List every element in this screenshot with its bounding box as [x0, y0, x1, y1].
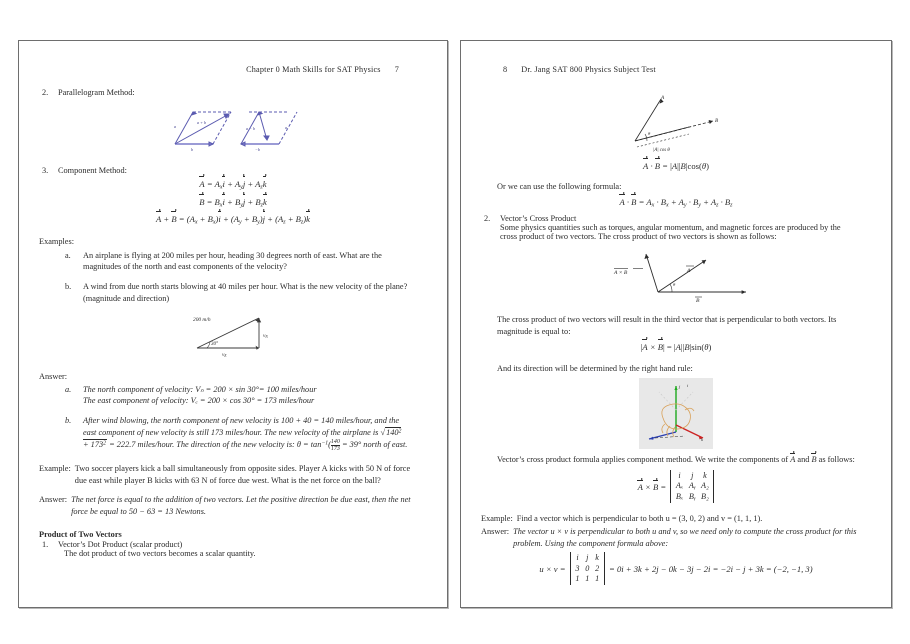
list-item-component	[39, 166, 427, 175]
answer-b-fraction	[331, 439, 340, 453]
dot-product-component-formula: $A \cdot B = A_x \cdot B_x + A_y \cdot B_y + A_z \cdot B_z$	[619, 196, 733, 209]
dot-figure-angle-label: θ	[648, 131, 651, 136]
final-example	[481, 513, 871, 525]
right-hand-rule-image	[639, 378, 713, 449]
answer-a-line2: The east component of velocity: Vₑ = 200 × cos 30° = 173 miles/hour	[83, 396, 315, 406]
soccer-answer	[39, 494, 427, 518]
axis-label-j: j	[679, 384, 681, 390]
sqrt-symbol: √	[380, 428, 386, 438]
example-item-b	[39, 281, 427, 305]
list-item-cross-product	[481, 214, 871, 241]
cross-product-explanation: The cross product of two vectors will result in the third vector that is perpendicular to both vectors. Its magnitude is equal to:	[497, 315, 837, 336]
list-marker: 2.	[42, 88, 49, 97]
right-hand-rule-lead: And its direction will be determined by the right hand rule:	[497, 363, 693, 373]
list-label: Parallelogram Method:	[58, 88, 135, 97]
cross-product-diagram-svg	[586, 248, 766, 304]
final-determinant-equation	[481, 552, 871, 585]
right-hand-rule-svg	[641, 380, 711, 442]
det-cell-bz: B₂	[701, 491, 709, 501]
examples-label: Examples:	[39, 236, 75, 246]
velocity-hypotenuse-label: 200 m/h	[193, 316, 211, 323]
list-marker: 2.	[484, 214, 491, 224]
dot-figure-projection-label: |A| cos θ	[653, 148, 670, 153]
final-example-label: Example:	[481, 513, 513, 523]
final-determinant-rhs: = 0i + 3k + 2j − 0k − 3j − 2i = −2i − j + 3k = (−2, −1, 3)	[609, 563, 813, 574]
svg-text:a: a	[285, 125, 288, 130]
answer-a-line1: The north component of velocity: Vₙ = 200 × sin 30°= 100 miles/hour	[83, 384, 317, 394]
left-running-head-chapter: Chapter 0 Math Skills for SAT Physics	[246, 65, 381, 74]
fraction-numerator: 140	[330, 438, 340, 445]
final-answer	[481, 526, 871, 550]
final-determinant-lhs: u × v =	[539, 563, 566, 574]
det-cell-ay: Aᵧ	[688, 481, 696, 491]
dot-product-formula: A · B = |A||B|cos(θ)	[643, 161, 709, 171]
final-example-text: Find a vector which is perpendicular to both u = (3, 0, 2) and v = (1, 1, 1).	[516, 513, 763, 523]
velocity-north-label: vN	[263, 332, 268, 339]
svg-text:a − b: a − b	[246, 126, 256, 131]
final-det-cell-i: i	[576, 553, 579, 563]
answer-b-radicand: $140^2 + 173^2$	[83, 428, 402, 449]
dot-product-title: Vector’s Dot Product (scalar product)	[58, 540, 183, 550]
det-cell-by: Bᵧ	[688, 491, 696, 501]
cross-figure-vector-b-label: B	[696, 298, 700, 305]
answer-item-b	[39, 415, 427, 452]
svg-text:a + b: a + b	[197, 120, 207, 125]
cross-determinant-matrix	[670, 470, 714, 503]
final-det-cell-u3: 2	[595, 563, 600, 573]
parallelogram-figure	[39, 102, 427, 157]
component-equations	[39, 178, 427, 228]
right-page	[460, 40, 892, 608]
parallelogram-diagram-svg	[167, 102, 299, 152]
det-cell-az: A₂	[701, 481, 709, 491]
answer-b-part3: = 39° north of east.	[339, 439, 408, 449]
dot-figure-vector-a-label: A	[661, 95, 665, 101]
answer-b-part2: = 222.7 miles/hour. The direction of the new velocity is: θ =	[107, 439, 311, 449]
answer-b-part1: After wind blowing, the north component of new velocity is 100 + 40 = 140 miles/hour, and the east component of new velocity is still 173 miles/hour. The new velocity of the airplane is	[83, 416, 400, 438]
soccer-answer-label: Answer:	[39, 494, 68, 504]
velocity-east-label: vE	[222, 351, 227, 358]
answer-item-a	[39, 384, 427, 408]
soccer-example-text: Two soccer players kick a ball simultaneously from opposite sides. Player A kicks with 50 N of force due east while player B kicks with 63 N of force due west. What is the net force on the ball?	[74, 464, 411, 486]
list-marker: 1.	[42, 540, 49, 550]
cross-product-figure	[481, 248, 871, 309]
answer-label: Answer:	[39, 371, 68, 381]
det-cell-ax: Aₓ	[675, 481, 684, 491]
final-det-cell-v2: 1	[585, 573, 590, 583]
velocity-triangle-figure	[39, 310, 427, 363]
fraction-denominator: 173	[330, 446, 340, 453]
final-det-cell-u1: 3	[575, 563, 580, 573]
det-cell-bx: Bₓ	[675, 491, 684, 501]
component-method-text: Vector’s cross product formula applies component method. We write the components of A and B as follows:	[497, 455, 855, 465]
cross-figure-angle-label: θ	[673, 282, 676, 288]
final-det-cell-j: j	[586, 553, 589, 563]
cross-determinant-lhs: A × B =	[637, 481, 667, 492]
final-det-cell-v3: 1	[595, 573, 600, 583]
det-cell-i: i	[678, 471, 681, 481]
answer-b-tan: $\tan^{-1}$(	[310, 439, 331, 449]
example-marker: a.	[65, 250, 71, 260]
right-hand-rule-figure	[481, 378, 871, 449]
left-page-running-head	[39, 65, 427, 79]
alt-formula-lead: Or we can use the following formula:	[497, 181, 622, 191]
cross-determinant-equation	[481, 470, 871, 503]
dot-figure-vector-b-label: B	[715, 118, 719, 124]
equation-a-plus-b: $A + B = (A_x + B_x)i + (A_y + B_y)j + (A_z + B_z)k$	[156, 214, 310, 226]
answer-marker: a.	[65, 384, 72, 394]
final-det-cell-v1: 1	[575, 573, 580, 583]
soccer-example-label: Example:	[39, 464, 71, 474]
velocity-angle-label: 30°	[211, 341, 218, 347]
final-answer-text: The vector u × v is perpendicular to both u and v, so we need only to compute the cross product for this problem. Using the component formula above:	[513, 526, 857, 548]
soccer-example	[39, 463, 427, 487]
cross-product-title: Vector’s Cross Product	[500, 214, 577, 224]
section-heading-product-of-two-vectors: Product of Two Vectors	[39, 530, 122, 540]
cross-figure-result-label: A × B	[614, 270, 628, 277]
cross-product-magnitude-formula: |A × B| = |A||B|sin(θ)	[640, 341, 712, 352]
right-running-head-title: Dr. Jang SAT 800 Physics Subject Test	[521, 65, 656, 74]
left-page-number: 7	[394, 65, 399, 74]
list-item-dot-product	[39, 540, 427, 558]
list-label: Component Method:	[58, 166, 127, 175]
equation-b-components: $B = B_xi + B_yj + B_zk$	[199, 196, 267, 209]
answer-marker: b.	[65, 416, 72, 426]
example-text: A wind from due north starts blowing at 40 miles per hour. What is the new velocity of the plane? (magnitude and direction)	[83, 282, 408, 303]
dot-product-diagram-svg	[617, 91, 735, 153]
example-item-a	[39, 250, 427, 274]
svg-text:−b: −b	[255, 147, 260, 152]
svg-text:a: a	[174, 124, 177, 129]
axis-label-i: i	[687, 383, 689, 389]
left-page	[18, 40, 448, 608]
dot-product-figure	[481, 91, 871, 158]
final-answer-label: Answer:	[481, 526, 510, 536]
final-determinant-matrix	[570, 552, 605, 585]
equation-a-components: $A = A_xi + A_yj + A_zk$	[199, 179, 267, 191]
right-page-number: 8	[503, 65, 508, 74]
velocity-triangle-svg	[177, 310, 289, 358]
det-cell-k: k	[703, 471, 707, 481]
svg-text:b: b	[191, 147, 194, 152]
dot-product-body: The dot product of two vectors becomes a scalar quantity.	[64, 549, 256, 559]
axis-label-k: k	[701, 437, 703, 443]
final-det-cell-u2: 0	[585, 563, 590, 573]
right-page-running-head	[481, 65, 871, 79]
final-det-cell-k: k	[595, 553, 599, 563]
list-marker: 3.	[42, 166, 49, 175]
example-marker: b.	[65, 282, 72, 292]
soccer-answer-text: The net force is equal to the addition of two vectors. Let the positive direction be due east, then the net force be equal to 50 − 63 = 13 Newtons.	[71, 494, 411, 516]
example-text: An airplane is flying at 200 miles per hour, heading 30 degrees north of east. What are the magnitudes of the north and east components of the velocity?	[83, 250, 382, 272]
cross-figure-vector-a-label: A	[687, 268, 691, 275]
cross-product-body: Some physics quantities such as torques, angular momentum, and magnetic forces are produced by the cross product of two vectors. The cross product of two vectors is shown as follows:	[500, 223, 841, 242]
det-cell-j: j	[691, 471, 694, 481]
list-item-parallelogram	[39, 88, 427, 97]
